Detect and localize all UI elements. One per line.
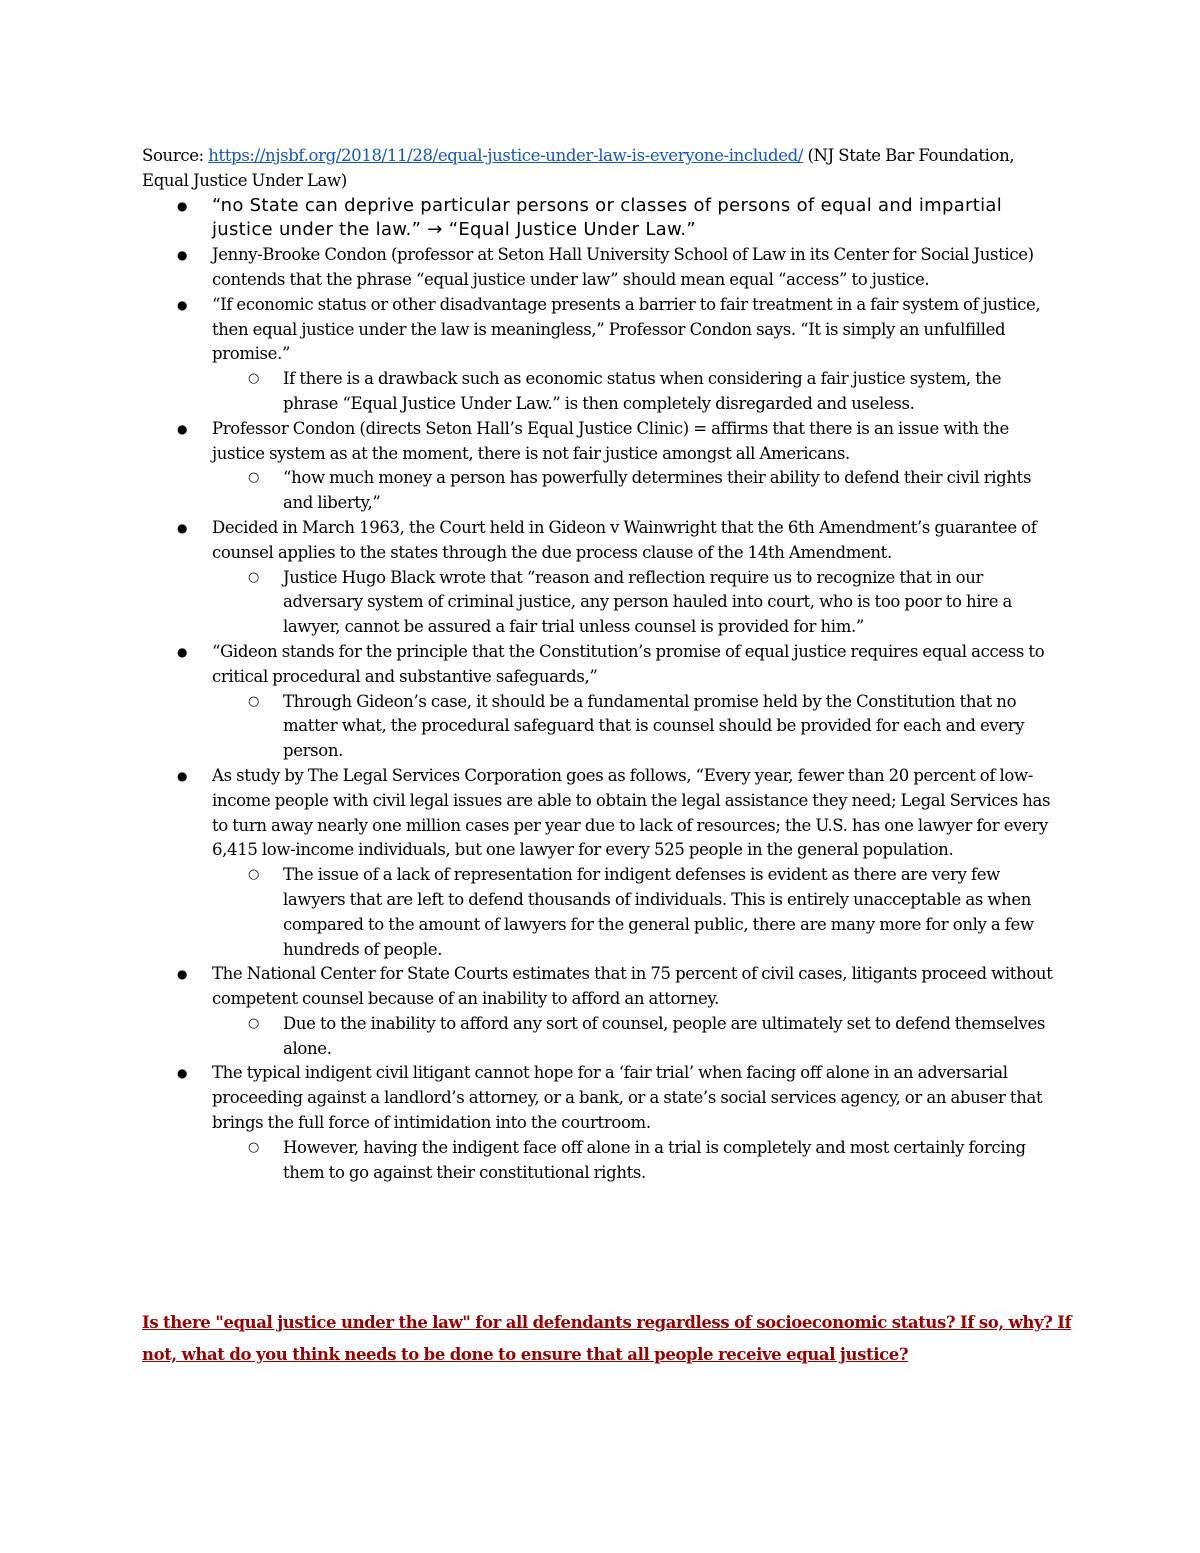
bullet-icon: ● (177, 520, 188, 535)
sub-list (212, 367, 1060, 417)
sub-list-item-text: Through Gideon’s case, it should be a fundamental promise held by the Constitution that no matter what, the procedural safeguard that is counsel should be provided for each and every person. (283, 691, 1025, 761)
bullet-icon: ● (177, 421, 188, 436)
sub-list-item-text: Justice Hugo Black wrote that “reason and reflection require us to recognize that in our adversary system of criminal justice, any person hauled into court, who is too poor to hire a lawyer, cannot be assured a fair trial unless counsel is provided for him.” (283, 567, 1012, 637)
list-item (177, 194, 1060, 244)
hollow-bullet-icon: ○ (248, 569, 259, 585)
discussion-question: Is there "equal justice under the law" for all defendants regardless of socioeconomic status? If so, why? If not, what do you think needs to be done to ensure that all people receive equal justice? (142, 1313, 1072, 1364)
hollow-bullet-icon: ○ (248, 867, 259, 883)
list-item (177, 1061, 1060, 1185)
sub-list-item (248, 1012, 1060, 1062)
list-item (177, 640, 1060, 764)
source-link[interactable]: https://njsbf.org/2018/11/28/equal-justice-under-law-is-everyone-included/ (208, 146, 804, 165)
hollow-bullet-icon: ○ (248, 470, 259, 486)
bullet-icon: ● (177, 297, 188, 312)
document-body (142, 144, 1060, 1185)
list-item-text: “Gideon stands for the principle that the Constitution’s promise of equal justice requires equal access to critical procedural and substantive safeguards,” (212, 641, 1045, 686)
source-line (142, 144, 1060, 194)
source-attribution: (NJ State Bar Foundation, Equal Justice Under Law) (142, 146, 1015, 190)
bullet-icon: ● (177, 644, 188, 659)
list-item (177, 417, 1060, 516)
list-item-text: As study by The Legal Services Corporation goes as follows, “Every year, fewer than 20 percent of low-income people with civil legal issues are able to obtain the legal assistance they need; Legal Services has to turn away nearly one million cases per year due to lack of resources; the U.S. has one lawyer for every 6,415 low-income individuals, but one lawyer for every 525 people in the general population. (212, 765, 1051, 860)
list-item (177, 243, 1060, 293)
hollow-bullet-icon: ○ (248, 693, 259, 709)
sub-list-item (248, 863, 1060, 962)
sub-list (212, 466, 1060, 516)
list-item (177, 516, 1060, 640)
sub-list-item-text: If there is a drawback such as economic status when considering a fair justice system, the phrase “Equal Justice Under Law.” is then completely disregarded and useless. (283, 369, 1002, 413)
list-item-text: Professor Condon (directs Seton Hall’s Equal Justice Clinic) = affirms that there is an issue with the justice system as at the moment, there is not fair justice amongst all Americans. (212, 418, 1009, 463)
sub-list-item (248, 466, 1060, 516)
bullet-icon: ● (177, 248, 188, 263)
sub-list (212, 1136, 1060, 1186)
list-item-text: “no State can deprive particular persons or classes of persons of equal and impartial justice under the law.” → “Equal Justice Under Law.” (212, 194, 1003, 241)
bullet-icon: ● (177, 198, 188, 213)
list-item (177, 962, 1060, 1061)
sub-list (212, 566, 1060, 640)
list-item-text: The National Center for State Courts estimates that in 75 percent of civil cases, litigants proceed without competent counsel because of an inability to afford an attorney. (212, 964, 1053, 1009)
sub-list (212, 1012, 1060, 1062)
hollow-bullet-icon: ○ (248, 1139, 259, 1155)
sub-list-item-text: The issue of a lack of representation for indigent defenses is evident as there are very few lawyers that are left to defend thousands of individuals. This is entirely unacceptable as when compared to the amount of lawyers for the general public, there are many more for only a few hundreds of people. (283, 865, 1034, 959)
sub-list-item (248, 690, 1060, 764)
list-item (177, 293, 1060, 417)
list-item-text: Jenny-Brooke Condon (professor at Seton Hall University School of Law in its Center for Social Justice) contends that the phrase “equal justice under law” should mean equal “access” to justice. (212, 245, 1034, 289)
notes-list (142, 194, 1060, 1186)
list-item-text: “If economic status or other disadvantage presents a barrier to fair treatment in a fair system of justice, then equal justice under the law is meaningless,” Professor Condon says. “It is simply an unfulfilled promise.” (212, 294, 1041, 364)
list-item-text: The typical indigent civil litigant cannot hope for a ‘fair trial’ when facing off alone in an adversarial proceeding against a landlord’s attorney, or a bank, or a state’s social services agency, or an abuser that brings the full force of intimidation into the courtroom. (212, 1063, 1043, 1133)
bullet-icon: ● (177, 768, 188, 783)
sub-list-item-text: “how much money a person has powerfully determines their ability to defend their civil rights and liberty,” (283, 468, 1032, 513)
source-label: Source: (142, 146, 209, 165)
list-item-text: Decided in March 1963, the Court held in Gideon v Wainwright that the 6th Amendment’s guarantee of counsel applies to the states through the due process clause of the 14th Amendment. (212, 517, 1037, 562)
bullet-icon: ● (177, 1066, 188, 1081)
sub-list-item-text: Due to the inability to afford any sort of counsel, people are ultimately set to defend themselves alone. (283, 1013, 1046, 1058)
sub-list-item (248, 367, 1060, 417)
hollow-bullet-icon: ○ (248, 371, 259, 387)
hollow-bullet-icon: ○ (248, 1015, 259, 1031)
list-item (177, 764, 1060, 962)
sub-list (212, 690, 1060, 764)
sub-list-item (248, 566, 1060, 640)
bullet-icon: ● (177, 967, 188, 982)
sub-list (212, 863, 1060, 962)
sub-list-item-text: However, having the indigent face off alone in a trial is completely and most certainly forcing them to go against their constitutional rights. (283, 1137, 1026, 1182)
sub-list-item (248, 1136, 1060, 1186)
